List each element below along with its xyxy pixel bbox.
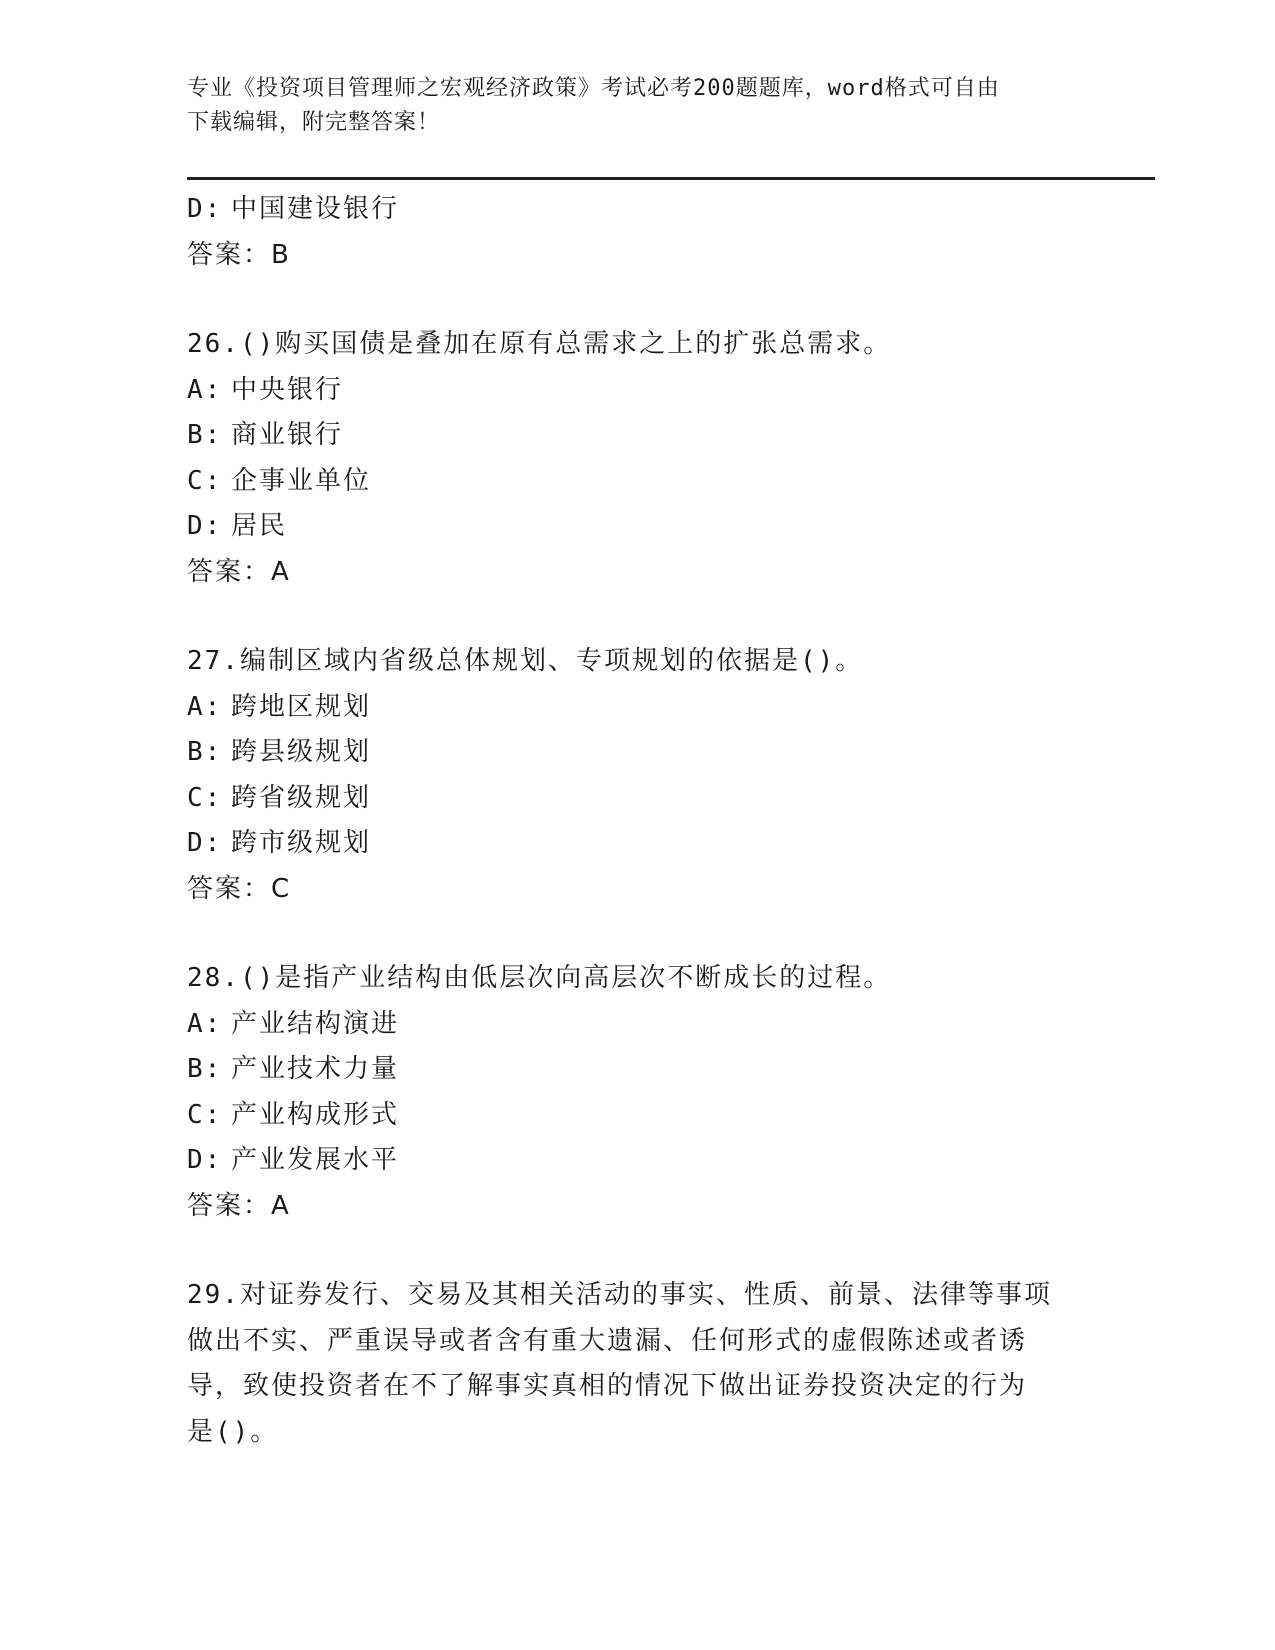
option-d	[187, 1138, 1077, 1184]
option-label: A:	[187, 1008, 223, 1039]
question-26-text: 26.()购买国债是叠加在原有总需求之上的扩张总需求。	[187, 329, 892, 359]
header-line-2: 下载编辑，附完整答案！	[187, 110, 441, 135]
option-label: B:	[187, 737, 223, 767]
option-d	[187, 821, 1077, 867]
option-label: A:	[187, 691, 223, 722]
option-d	[187, 504, 1077, 550]
answer-line: 答案：A	[187, 1190, 291, 1221]
option-label: D:	[187, 828, 223, 858]
option-text: 产业技术力量	[231, 1054, 400, 1084]
option-text: 产业结构演进	[231, 1008, 400, 1039]
option-label: B:	[187, 1054, 223, 1084]
option-a	[187, 368, 1077, 414]
option-b	[187, 730, 1077, 776]
header-divider	[187, 177, 1155, 180]
answer-line: 答案：A	[187, 556, 291, 587]
option-text: 产业构成形式	[231, 1099, 400, 1130]
option-label: A:	[187, 374, 223, 405]
option-b	[187, 413, 1077, 459]
question-29-text	[187, 1273, 1077, 1455]
option-label: B:	[187, 420, 223, 450]
option-text: 跨市级规划	[231, 828, 372, 858]
spacer	[187, 595, 1077, 639]
option-text: 产业发展水平	[231, 1145, 400, 1175]
option-text: 商业银行	[231, 420, 344, 450]
answer-line: 答案：C	[187, 873, 292, 904]
option-label: C:	[187, 465, 223, 496]
answer-line: 答案：B	[187, 239, 291, 270]
option-text: 跨地区规划	[231, 691, 372, 722]
question-29-line-2: 做出不实、严重误导或者含有重大遗漏、任何形式的虚假陈述或者诱	[187, 1325, 1028, 1356]
header-line-1: 专业《投资项目管理师之宏观经济政策》考试必考200题题库，word格式可自由	[187, 76, 1000, 101]
spacer	[187, 912, 1077, 956]
question-content	[187, 187, 1077, 1455]
option-label: D:	[187, 1145, 223, 1175]
question-29-line-3: 导，致使投资者在不了解事实真相的情况下做出证券投资决定的行为	[187, 1371, 1028, 1401]
option-label: D:	[187, 511, 223, 541]
option-c	[187, 776, 1077, 822]
option-d	[187, 187, 1077, 233]
spacer	[187, 1229, 1077, 1273]
question-28-text: 28.()是指产业结构由低层次向高层次不断成长的过程。	[187, 963, 892, 993]
spacer	[187, 278, 1077, 322]
option-text: 跨省级规划	[231, 782, 372, 813]
option-label: C:	[187, 1099, 223, 1130]
document-header	[187, 72, 1067, 140]
option-c	[187, 459, 1077, 505]
option-text: 企事业单位	[231, 465, 372, 496]
question-29-line-1: 29.对证券发行、交易及其相关活动的事实、性质、前景、法律等事项	[187, 1280, 1052, 1310]
option-a	[187, 1002, 1077, 1048]
option-label: D:	[187, 194, 223, 224]
option-text: 跨县级规划	[231, 737, 372, 767]
option-label: C:	[187, 782, 223, 813]
question-27-text: 27.编制区域内省级总体规划、专项规划的依据是()。	[187, 646, 864, 676]
option-c	[187, 1093, 1077, 1139]
option-b	[187, 1047, 1077, 1093]
option-text: 中央银行	[231, 374, 344, 405]
question-29-line-4: 是()。	[187, 1416, 279, 1447]
option-text: 居民	[231, 511, 288, 541]
option-text: 中国建设银行	[231, 194, 400, 224]
option-a	[187, 685, 1077, 731]
